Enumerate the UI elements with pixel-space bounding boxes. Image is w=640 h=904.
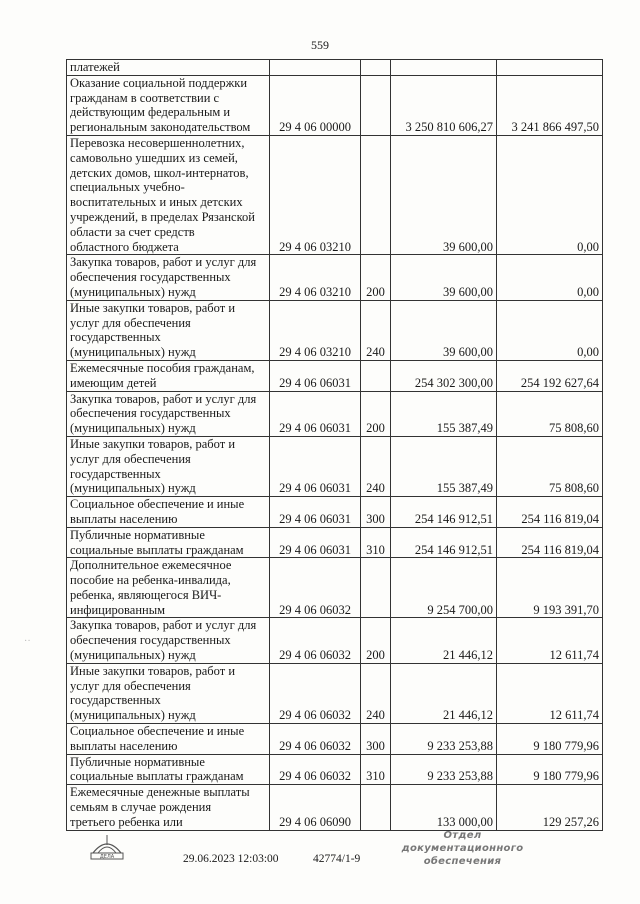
row-value-executed-cell: 9 180 779,96 (497, 724, 603, 755)
row-name-cell: Социальное обеспечение и иные выплаты населению (67, 724, 270, 755)
row-value-2023-cell (391, 60, 497, 76)
row-type-cell: 240 (361, 436, 391, 496)
table-row (67, 60, 603, 76)
row-type-cell: 200 (361, 391, 391, 436)
table-row (67, 391, 603, 436)
row-value-2023-cell: 254 146 912,51 (391, 497, 497, 528)
stamp-line-1: Отдел документационного (401, 830, 524, 854)
table-row (67, 754, 603, 785)
row-type-cell: 310 (361, 527, 391, 558)
table-row (67, 360, 603, 391)
row-value-2023-cell: 39 600,00 (391, 300, 497, 360)
table-row (67, 527, 603, 558)
row-value-2023-cell: 21 446,12 (391, 618, 497, 663)
row-type-cell (361, 360, 391, 391)
row-name-cell: Публичные нормативные социальные выплаты гражданам (67, 527, 270, 558)
row-type-cell (361, 60, 391, 76)
table-row (67, 300, 603, 360)
row-value-2023-cell: 155 387,49 (391, 391, 497, 436)
row-value-executed-cell: 0,00 (497, 300, 603, 360)
row-name-cell: Иные закупки товаров, работ и услуг для обеспечения государственных (муниципальных) нужд (67, 436, 270, 496)
document-system-logo (87, 831, 127, 865)
row-value-executed-cell: 254 116 819,04 (497, 527, 603, 558)
department-stamp (385, 829, 540, 868)
budget-table (66, 59, 603, 831)
row-value-2023-cell: 9 233 253,88 (391, 754, 497, 785)
row-type-cell: 300 (361, 724, 391, 755)
row-value-executed-cell: 254 192 627,64 (497, 360, 603, 391)
row-code-cell: 29 4 06 03210 (270, 300, 361, 360)
row-code-cell: 29 4 06 06032 (270, 558, 361, 618)
row-value-executed-cell: 9 180 779,96 (497, 754, 603, 785)
row-name-cell: Оказание социальной поддержки гражданам в соответствии с действующим федеральным и региональным законодательством (67, 75, 270, 135)
row-value-2023-cell: 21 446,12 (391, 663, 497, 723)
row-value-executed-cell: 9 193 391,70 (497, 558, 603, 618)
row-type-cell (361, 75, 391, 135)
row-value-2023-cell: 39 600,00 (391, 255, 497, 300)
row-type-cell: 310 (361, 754, 391, 785)
row-type-cell (361, 558, 391, 618)
table-row (67, 497, 603, 528)
row-value-executed-cell: 12 611,74 (497, 618, 603, 663)
table-row (67, 558, 603, 618)
row-name-cell: Ежемесячные пособия гражданам, имеющим детей (67, 360, 270, 391)
page-number: 559 (311, 38, 329, 52)
row-value-2023-cell: 155 387,49 (391, 436, 497, 496)
row-name-cell: Иные закупки товаров, работ и услуг для обеспечения государственных (муниципальных) нужд (67, 300, 270, 360)
row-name-cell: платежей (67, 60, 270, 76)
row-code-cell: 29 4 06 03210 (270, 255, 361, 300)
row-code-cell: 29 4 06 06032 (270, 663, 361, 723)
row-value-2023-cell: 9 233 253,88 (391, 724, 497, 755)
stamp-line-2: обеспечения (423, 856, 502, 867)
row-code-cell: 29 4 06 06031 (270, 527, 361, 558)
margin-mark: ·· (24, 636, 31, 647)
row-value-executed-cell (497, 60, 603, 76)
row-value-executed-cell: 0,00 (497, 135, 603, 254)
row-code-cell: 29 4 06 06032 (270, 754, 361, 785)
row-code-cell: 29 4 06 06031 (270, 391, 361, 436)
row-value-executed-cell: 129 257,26 (497, 785, 603, 830)
table-row (67, 785, 603, 830)
row-code-cell: 29 4 06 06031 (270, 497, 361, 528)
row-code-cell (270, 60, 361, 76)
table-row (67, 436, 603, 496)
row-name-cell: Дополнительное ежемесячное пособие на ребенка-инвалида, ребенка, являющегося ВИЧ- инфицированным (67, 558, 270, 618)
row-name-cell: Иные закупки товаров, работ и услуг для обеспечения государственных (муниципальных) нужд (67, 663, 270, 723)
row-name-cell: Ежемесячные денежные выплаты семьям в случае рождения третьего ребенка или (67, 785, 270, 830)
row-name-cell: Социальное обеспечение и иные выплаты населению (67, 497, 270, 528)
budget-table-body (67, 60, 603, 831)
row-value-executed-cell: 75 808,60 (497, 436, 603, 496)
row-value-2023-cell: 254 302 300,00 (391, 360, 497, 391)
table-row (67, 618, 603, 663)
row-type-cell: 240 (361, 300, 391, 360)
row-value-executed-cell: 254 116 819,04 (497, 497, 603, 528)
row-code-cell: 29 4 06 06090 (270, 785, 361, 830)
row-type-cell (361, 135, 391, 254)
row-name-cell: Закупка товаров, работ и услуг для обеспечения государственных (муниципальных) нужд (67, 255, 270, 300)
row-code-cell: 29 4 06 06032 (270, 618, 361, 663)
row-value-executed-cell: 3 241 866 497,50 (497, 75, 603, 135)
row-code-cell: 29 4 06 06032 (270, 724, 361, 755)
row-type-cell: 200 (361, 255, 391, 300)
row-value-executed-cell: 12 611,74 (497, 663, 603, 723)
row-name-cell: Публичные нормативные социальные выплаты гражданам (67, 754, 270, 785)
print-datetime: 29.06.2023 12:03:00 (183, 853, 279, 865)
row-type-cell: 240 (361, 663, 391, 723)
row-name-cell: Закупка товаров, работ и услуг для обеспечения государственных (муниципальных) нужд (67, 618, 270, 663)
row-value-2023-cell: 133 000,00 (391, 785, 497, 830)
row-type-cell: 300 (361, 497, 391, 528)
row-code-cell: 29 4 06 00000 (270, 75, 361, 135)
row-code-cell: 29 4 06 06031 (270, 360, 361, 391)
row-name-cell: Перевозка несовершеннолетних, самовольно ушедших из семей, детских домов, школ-интернатов, специальных учебно- воспитательных и иных детских учреждений, в пределах Рязанской области за счет средств областного бюджета (67, 135, 270, 254)
logo-text: ДЕЛА (99, 854, 115, 860)
row-value-2023-cell: 39 600,00 (391, 135, 497, 254)
document-number: 42774/1-9 (313, 853, 361, 865)
table-row (67, 663, 603, 723)
table-row (67, 255, 603, 300)
row-name-cell: Закупка товаров, работ и услуг для обеспечения государственных (муниципальных) нужд (67, 391, 270, 436)
table-row (67, 135, 603, 254)
row-type-cell: 200 (361, 618, 391, 663)
table-row (67, 724, 603, 755)
table-row (67, 75, 603, 135)
row-value-executed-cell: 0,00 (497, 255, 603, 300)
row-value-2023-cell: 3 250 810 606,27 (391, 75, 497, 135)
row-code-cell: 29 4 06 03210 (270, 135, 361, 254)
row-value-2023-cell: 254 146 912,51 (391, 527, 497, 558)
row-value-executed-cell: 75 808,60 (497, 391, 603, 436)
row-code-cell: 29 4 06 06031 (270, 436, 361, 496)
row-value-2023-cell: 9 254 700,00 (391, 558, 497, 618)
row-type-cell (361, 785, 391, 830)
